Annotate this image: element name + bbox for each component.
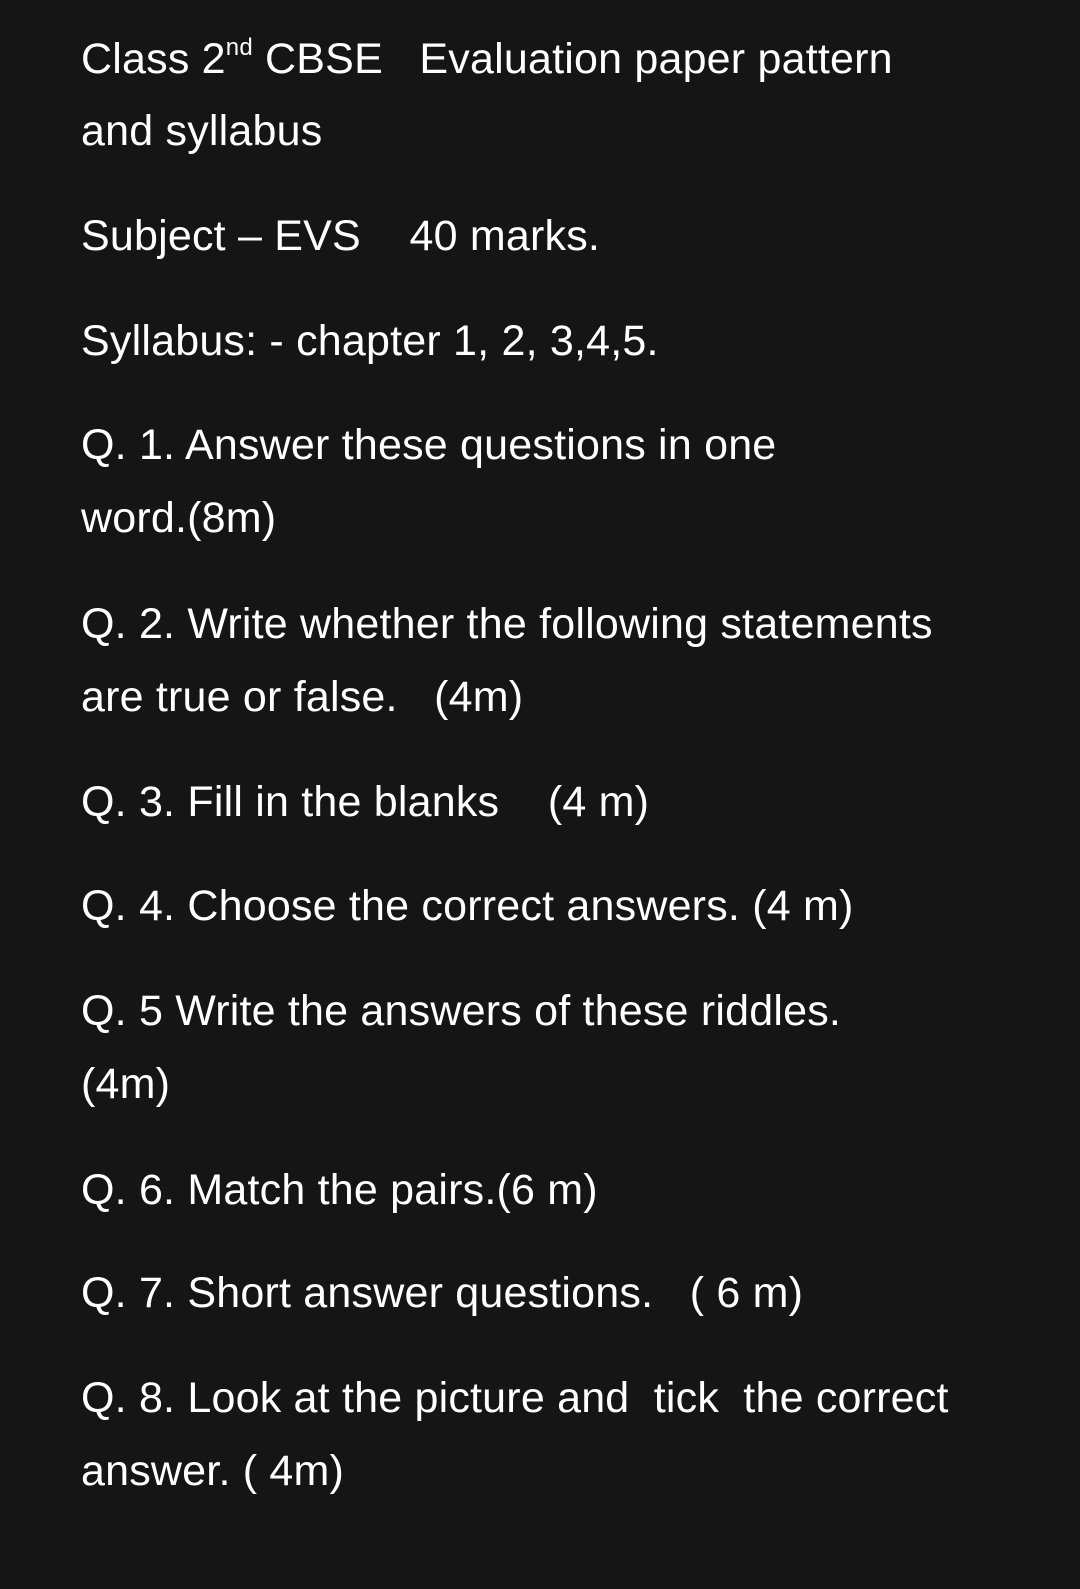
- title-superscript: nd: [225, 34, 253, 61]
- subject-line: Subject – EVS 40 marks.: [81, 212, 601, 260]
- question-1-continued: word.(8m): [81, 494, 277, 542]
- question-7: Q. 7. Short answer questions. ( 6 m): [81, 1269, 804, 1317]
- question-4: Q. 4. Choose the correct answers. (4 m): [81, 882, 854, 930]
- document-title: [81, 34, 893, 83]
- question-3: Q. 3. Fill in the blanks (4 m): [81, 778, 650, 826]
- question-8-continued: answer. ( 4m): [81, 1447, 345, 1495]
- question-5: Q. 5 Write the answers of these riddles.: [81, 987, 842, 1035]
- question-5-continued: (4m): [81, 1060, 171, 1108]
- question-6: Q. 6. Match the pairs.(6 m): [81, 1166, 598, 1214]
- syllabus-line: Syllabus: - chapter 1, 2, 3,4,5.: [81, 317, 659, 365]
- question-1: Q. 1. Answer these questions in one: [81, 421, 777, 469]
- document-title-line-2: and syllabus: [81, 107, 323, 155]
- question-2-continued: are true or false. (4m): [81, 673, 524, 721]
- question-2: Q. 2. Write whether the following statements: [81, 600, 933, 648]
- question-8: Q. 8. Look at the picture and tick the correct: [81, 1374, 949, 1422]
- title-prefix: Class 2: [81, 35, 226, 83]
- title-rest: CBSE Evaluation paper pattern: [252, 35, 893, 83]
